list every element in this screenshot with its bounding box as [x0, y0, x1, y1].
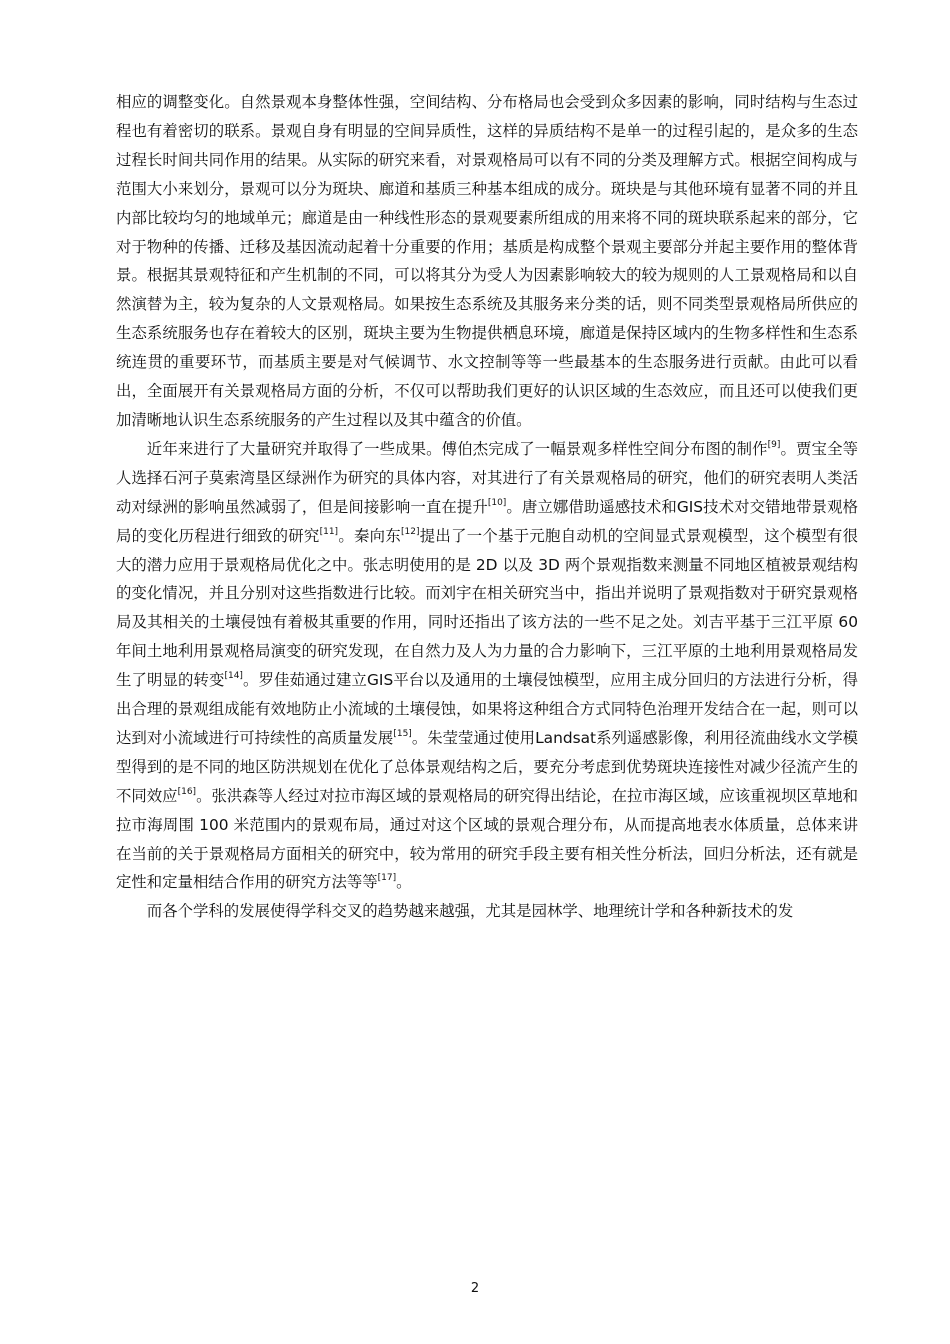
text-run: 提出了一个基于元胞自动机的空间显式景观模型，这个模型有很大的潜力应用于景观格局优化之中。张志明使用的是 2D 以及 3D 两个景观指数来测量不同地区植被景观结构的变化情况，并且分别对这些指数进行比较。而刘宇在相关研究当中，指出并说明了景观指数对于研究景观格局及其相关的土壤侵蚀有着极其重要的作用，同时还指出了该方法的一些不足之处。刘吉平基于三江平原 60 年间土地利用景观格局演变的研究发现，在自然力及人为力量的合力影响下，三江平原的土地利用景观格局发生了明显的转变	[116, 526, 858, 690]
body-text	[116, 88, 858, 926]
text-run: 。	[396, 873, 412, 892]
text-run: 。秦向东	[338, 526, 401, 545]
text-run: 相应的调整变化。自然景观本身整体性强，空间结构、分布格局也会受到众多因素的影响，同时结构与生态过程也有着密切的联系。景观自身有明显的空间异质性，这样的异质结构不是单一的过程引起的，是众多的生态过程长时间共同作用的结果。从实际的研究来看，对景观格局可以有不同的分类及理解方式。根据空间构成与范围大小来划分，景观可以分为斑块、廊道和基质三种基本组成的成分。斑块是与其他环境有显著不同的并且内部比较均匀的地域单元；廊道是由一种线性形态的景观要素所组成的用来将不同的斑块联系起来的部分，它对于物种的传播、迁移及基因流动起着十分重要的作用；基质是构成整个景观主要部分并起主要作用的整体背景。根据其景观特征和产生机制的不同，可以将其分为受人为因素影响较大的较为规则的人工景观格局和以自然演替为主，较为复杂的人文景观格局。如果按生态系统及其服务来分类的话，则不同类型景观格局所供应的生态系统服务也存在着较大的区别，斑块主要为生物提供栖息环境，廊道是保持区域内的生物多样性和生态系统连贯的重要环节，而基质主要是对气候调节、水文控制等等一些最基本的生态服务进行贡献。由此可以看出，全面展开有关景观格局方面的分析，不仅可以帮助我们更好的认识区域的生态效应，而且还可以使我们更加清晰地认识生态系统服务的产生过程以及其中蕴含的价值。	[116, 93, 858, 429]
text-run: 。唐立娜借助遥感技术和GIS技术对交错地带景观格局的变化历程进行细致的研究	[116, 497, 858, 545]
citation-ref: [9]	[767, 439, 781, 450]
citation-ref: [17]	[377, 873, 397, 884]
text-run: 而各个学科的发展使得学科交叉的趋势越来越强，尤其是园林学、地理统计学和各种新技术的发	[146, 902, 794, 921]
text-run: 。朱莹莹通过使用Landsat系列遥感影像，利用径流曲线水文学模型得到的是不同的地区防洪规划在优化了总体景观结构之后，要充分考虑到优势斑块连接性对减少径流产生的不同效应	[116, 728, 858, 805]
citation-ref: [12]	[401, 526, 420, 537]
text-run: 。贾宝全等人选择石河子莫索湾垦区绿洲作为研究的具体内容，对其进行了有关景观格局的研究，他们的研究表明人类活动对绿洲的影响虽然减弱了，但是间接影响一直在提升	[116, 439, 858, 516]
paragraph-2	[116, 435, 858, 898]
page-number: 2	[470, 1281, 480, 1296]
paragraph-1	[116, 88, 858, 435]
citation-ref: [16]	[177, 786, 197, 797]
citation-ref: [14]	[224, 671, 243, 682]
paragraph-3	[116, 897, 858, 926]
citation-ref: [11]	[319, 526, 339, 537]
citation-ref: [10]	[487, 497, 507, 508]
text-run: 。张洪森等人经过对拉市海区域的景观格局的研究得出结论，在拉市海区域，应该重视坝区草地和拉市海周围 100 米范围内的景观布局，通过对这个区域的景观合理分布，从而提高地表水体质量，总体来讲在当前的关于景观格局方面相关的研究中，较为常用的研究手段主要有相关性分析法，回归分析法，还有就是定性和定量相结合作用的研究方法等等	[116, 786, 858, 892]
text-run: 。罗佳茹通过建立GIS平台以及通用的土壤侵蚀模型，应用主成分回归的方法进行分析，得出合理的景观组成能有效地防止小流域的土壤侵蚀，如果将这种组合方式同特色治理开发结合在一起，则可以达到对小流域进行可持续性的高质量发展	[116, 671, 858, 747]
citation-ref: [15]	[393, 728, 412, 739]
text-run: 近年来进行了大量研究并取得了一些成果。傅伯杰完成了一幅景观多样性空间分布图的制作	[146, 439, 768, 458]
